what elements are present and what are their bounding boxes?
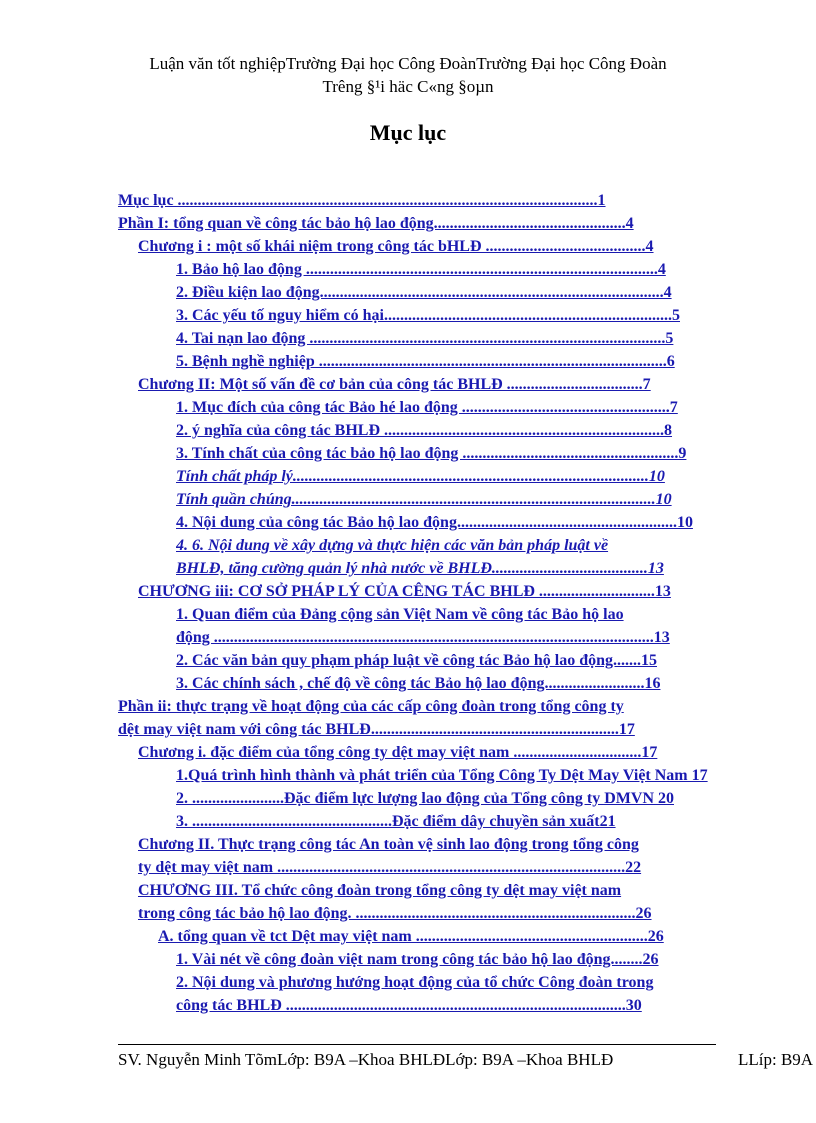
toc-entry[interactable]: 3. Các chính sách , chế độ về công tác Bảo hộ lao động.........................16 <box>176 675 661 692</box>
toc-entry[interactable]: BHLĐ, tăng cường quản lý nhà nước về BHLĐ.......................................13 <box>176 560 664 577</box>
toc-entry[interactable]: CHƯƠNG iii: CƠ SỞ PHÁP LÝ CỦA CÊNG TÁC BHLĐ .............................13 <box>138 583 671 600</box>
toc-entry[interactable]: CHƯƠNG III. Tổ chức công đoàn trong tổng công ty dệt may việt nam <box>138 882 622 899</box>
toc-entry[interactable]: 2. .......................Đặc điểm lực lượng lao động của Tổng công ty DMVN 20 <box>176 790 674 807</box>
toc-entry[interactable]: 4. 6. Nội dung về xây dựng và thực hiện các văn bản pháp luật về <box>176 537 609 554</box>
toc-entry[interactable]: 2. ý nghĩa của công tác BHLĐ ......................................................................8 <box>176 422 673 439</box>
footer-divider <box>118 1044 716 1045</box>
header-line-1: Luận văn tốt nghiệpTrường Đại học Công ĐoànTrường Đại học Công Đoàn <box>149 54 667 73</box>
footer-class: LLíp: B9A <box>738 1050 814 1069</box>
toc-entry[interactable]: 3. Tính chất của công tác bảo hộ lao động ......................................................9 <box>176 445 687 462</box>
toc-entry[interactable]: A. tổng quan về tct Dệt may việt nam ..........................................................26 <box>158 928 664 945</box>
toc-entry[interactable]: 2. Nội dung và phương hướng hoạt động của tổ chức Công đoàn trong <box>176 974 654 991</box>
toc-entry[interactable]: 4. Tai nạn lao động .........................................................................................5 <box>176 330 674 347</box>
header-line-2: Trêng §¹i häc C«ng §oµn <box>322 77 494 96</box>
toc-entry[interactable]: công tác BHLĐ .....................................................................................30 <box>176 997 642 1014</box>
toc-entry[interactable]: Tính chất pháp lý.........................................................................................10 <box>176 468 665 485</box>
toc-entry[interactable]: 1. Vài nét về công đoàn việt nam trong công tác bảo hộ lao động........26 <box>176 951 659 968</box>
toc-entry[interactable]: 1. Bảo hộ lao động ........................................................................................4 <box>176 261 666 278</box>
footer-author: SV. Nguyễn Minh TõmLớp: B9A –Khoa BHLĐLớp: B9A –Khoa BHLĐ <box>118 1050 614 1069</box>
toc-entry[interactable]: 3. ..................................................Đặc điểm dây chuyền sản xuất21 <box>176 813 616 830</box>
toc-entry[interactable]: Phần I: tổng quan về công tác bảo hộ lao động................................................4 <box>118 215 634 232</box>
toc-entry[interactable]: Chương i : một số khái niệm trong công tác bHLĐ ........................................4 <box>138 238 654 255</box>
toc-entry[interactable]: 1.Quá trình hình thành và phát triển của Tổng Công Ty Dệt May Việt Nam 17 <box>176 767 708 784</box>
toc-entry[interactable]: 4. Nội dung của công tác Bảo hộ lao động.......................................................10 <box>176 514 693 531</box>
toc-entry[interactable]: ty dệt may việt nam .......................................................................................22 <box>138 859 642 876</box>
toc-entry[interactable]: Chương II. Thực trạng công tác An toàn vệ sinh lao động trong tổng công <box>138 836 639 853</box>
toc-entry[interactable]: 2. Điều kiện lao động......................................................................................4 <box>176 284 672 301</box>
toc-entry[interactable]: 5. Bệnh nghề nghiệp .......................................................................................6 <box>176 353 675 370</box>
toc-entry[interactable]: trong công tác bảo hộ lao động. ......................................................................26 <box>138 905 652 922</box>
toc-entry[interactable]: Tính quần chúng...........................................................................................10 <box>176 491 672 508</box>
toc-entry[interactable]: 1. Quan điểm của Đảng cộng sản Việt Nam về công tác Bảo hộ lao <box>176 606 624 623</box>
toc-entry[interactable]: Chương II: Một số vấn đề cơ bản của công tác BHLĐ ..................................7 <box>138 376 651 393</box>
toc-entry[interactable]: 3. Các yếu tố nguy hiểm có hại........................................................................5 <box>176 307 680 324</box>
toc-entry[interactable]: dệt may việt nam với công tác BHLĐ..............................................................17 <box>118 721 635 738</box>
toc-entry[interactable]: 2. Các văn bản quy phạm pháp luật về công tác Bảo hộ lao động.......15 <box>176 652 657 669</box>
toc-entry[interactable]: Chương i. đặc điểm của tổng công ty dệt may việt nam ................................17 <box>138 744 658 761</box>
toc-entry[interactable]: động ..............................................................................................................13 <box>176 629 670 646</box>
toc-entry[interactable]: Phần ii: thực trạng về hoạt động của các cấp công đoàn trong tổng công ty <box>118 698 624 715</box>
page-title: Mục lục <box>369 120 447 145</box>
toc-entry[interactable]: 1. Mục đích của công tác Bảo hé lao động ....................................................7 <box>176 399 678 416</box>
toc-entry[interactable]: Mục lục .........................................................................................................1 <box>118 192 606 209</box>
